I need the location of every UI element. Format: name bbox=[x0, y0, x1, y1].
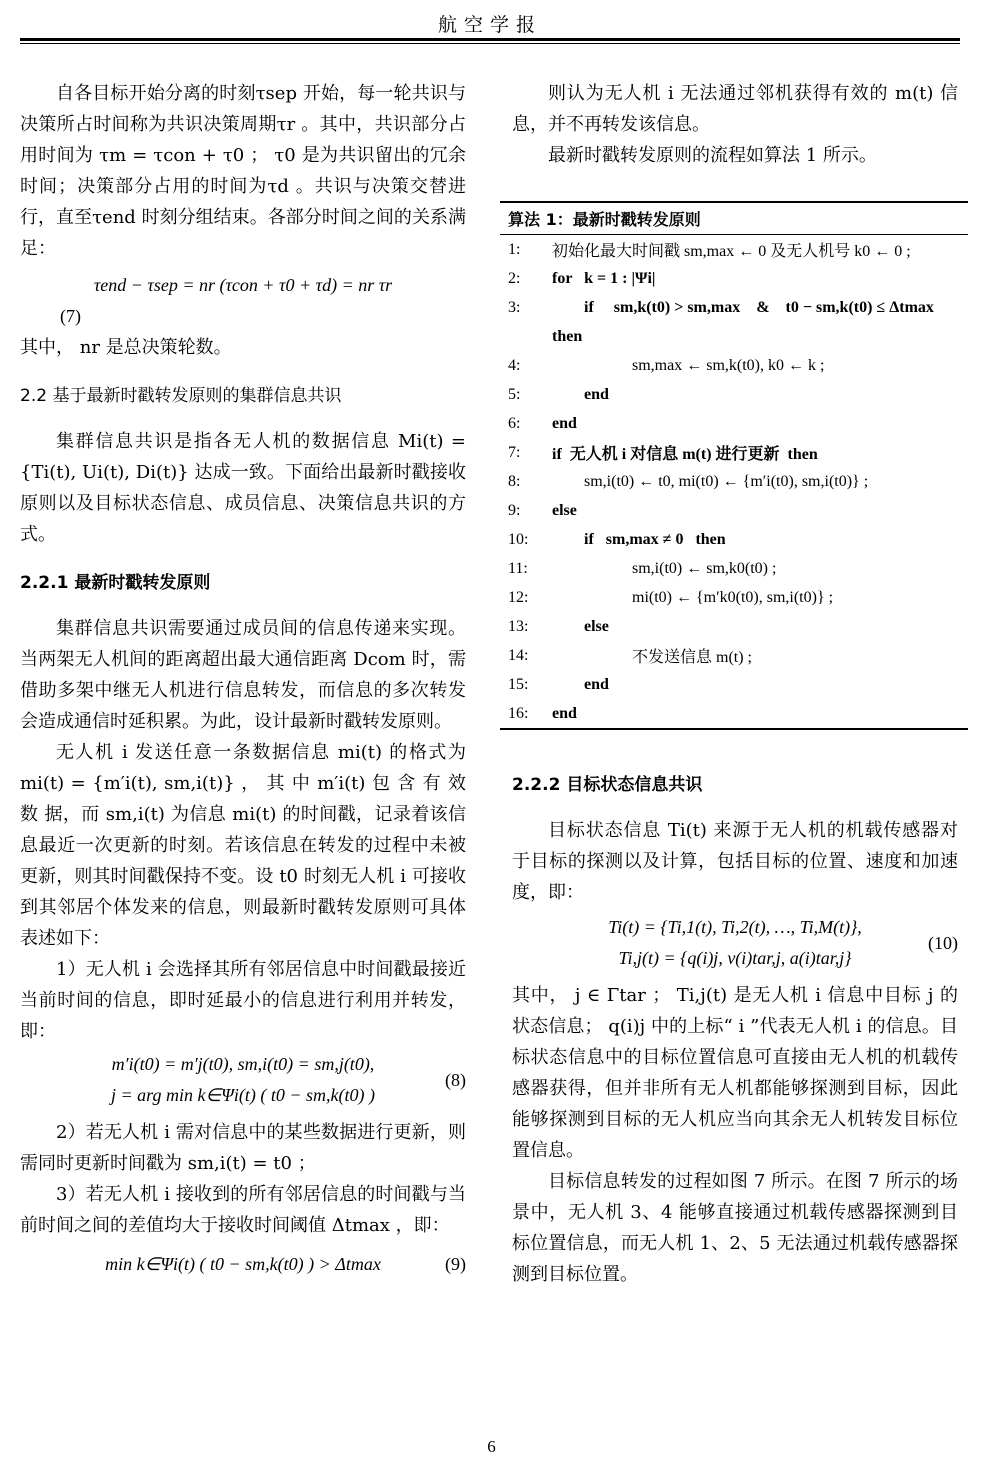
right-para-5: 目标信息转发的过程如图 7 所示。在图 7 所示的场景中，无人机 3、4 能够直接通过机载传感器探测到目标位置信息，而无人机 1、2、5 无法通过机载传感器探测到目标位置。 bbox=[512, 1171, 958, 1285]
header-rule-thin bbox=[20, 43, 960, 44]
algorithm-line-code: end bbox=[552, 414, 577, 432]
algorithm-line-number: 16: bbox=[508, 704, 529, 722]
right-para-3: 目标状态信息 Ti(t) 来源于无人机的机载传感器对于目标的探测以及计算，包括目标的位置、速度和加速度，即： bbox=[512, 820, 958, 903]
equation-10 bbox=[512, 912, 958, 974]
equation-9 bbox=[20, 1249, 466, 1280]
left-para-6: 2）若无人机 i 需对信息中的某些数据进行更新，则需同时更新时间戳为 sm,i(t) = t0 ； bbox=[20, 1122, 466, 1174]
algorithm-line-code: else bbox=[552, 617, 609, 635]
algorithm-line bbox=[500, 583, 968, 612]
algorithm-line bbox=[500, 351, 968, 380]
algorithm-line-code: end bbox=[552, 704, 577, 722]
algorithm-line bbox=[500, 525, 968, 554]
algorithm-line-number: 1: bbox=[508, 240, 521, 258]
algorithm-line-code: for k = 1 : |Ψi| bbox=[552, 269, 656, 287]
algorithm-line-code: else bbox=[552, 501, 577, 519]
section-2-2-1-heading: 2.2.1 最新时戳转发原则 bbox=[20, 573, 211, 593]
algorithm-line bbox=[500, 409, 968, 438]
equation-9-body: min k∈Ψi(t) ( t0 − sm,k(t0) ) > Δtmax bbox=[105, 1254, 381, 1274]
right-column-top bbox=[512, 78, 958, 171]
equation-8-number: (8) bbox=[445, 1070, 466, 1090]
equation-8-line-2: j = arg min k∈Ψi(t) ( t0 − sm,k(t0) ) bbox=[111, 1085, 375, 1105]
equation-9-number: (9) bbox=[445, 1254, 466, 1274]
algorithm-line-number: 10: bbox=[508, 530, 529, 548]
algorithm-line bbox=[500, 641, 968, 670]
right-para-4: 其中， j ∈ Γtar ； Ti,j(t) 是无人机 i 信息中目标 j 的状态信息； q(i)j 中的上标“ i ”代表无人机 i 的信息。目标状态信息中的目标位置信息可直接由无人机的机载传感器获得，但并非所有无人机都能够探测到目标，因此能够探测到目标的无人机应当向其余无人机转发目标位置信息。 bbox=[512, 985, 958, 1161]
equation-8 bbox=[20, 1049, 466, 1111]
algorithm-line-code: sm,i(t0) ← t0, mi(t0) ← {m′i(t0), sm,i(t0)} ; bbox=[552, 472, 869, 490]
algorithm-line bbox=[500, 438, 968, 467]
algorithm-line bbox=[500, 380, 968, 409]
left-after-eq7: 其中， nr 是总决策轮数。 bbox=[20, 337, 232, 358]
algorithm-line-code: 不发送信息 m(t) ; bbox=[552, 649, 752, 666]
left-para-2: 集群信息共识是指各无人机的数据信息 Mi(t) = {Ti(t), Ui(t), Di(t)} 达成一致。下面给出最新时戳接收原则以及目标状态信息、成员信息、决策信息共识的方式。 bbox=[20, 431, 466, 545]
algorithm-line-number: 4: bbox=[508, 356, 521, 374]
page-number: 6 bbox=[487, 1437, 496, 1456]
algorithm-line-code: 初始化最大时间戳 sm,max ← 0 及无人机号 k0 ← 0 ; bbox=[552, 243, 911, 260]
equation-10-number: (10) bbox=[928, 933, 958, 953]
algorithm-line bbox=[500, 496, 968, 525]
algorithm-line bbox=[500, 264, 968, 293]
algorithm-line-number: 13: bbox=[508, 617, 529, 635]
algorithm-line-code: sm,i(t0) ← sm,k0(t0) ; bbox=[552, 559, 777, 577]
journal-header: 航空学报 bbox=[437, 14, 542, 36]
left-para-5: 1）无人机 i 会选择其所有邻居信息中时间戳最接近当前时间的信息，即时延最小的信息进行利用并转发，即： bbox=[20, 959, 466, 1042]
algorithm-line-number: 3: bbox=[508, 298, 521, 316]
algorithm-line-number: 8: bbox=[508, 472, 521, 490]
algorithm-line-number: 6: bbox=[508, 414, 521, 432]
algorithm-1-body bbox=[500, 235, 968, 728]
algorithm-line-number: 2: bbox=[508, 269, 521, 287]
algorithm-line-code: if sm,k(t0) > sm,max & t0 − sm,k(t0) ≤ Δtmax bbox=[552, 298, 934, 316]
algorithm-line-code: sm,max ← sm,k(t0), k0 ← k ; bbox=[552, 356, 825, 374]
algorithm-line-number: 11: bbox=[508, 559, 528, 577]
equation-10-line-2: Ti,j(t) = {q(i)j, v(i)tar,j, a(i)tar,j} bbox=[618, 948, 852, 968]
algorithm-line-code: if 无人机 i 对信息 m(t) 进行更新 then bbox=[552, 446, 818, 463]
algorithm-line-number: 15: bbox=[508, 675, 529, 693]
equation-8-line-1: m′i(t0) = m′j(t0), sm,i(t0) = sm,j(t0), bbox=[111, 1054, 375, 1074]
algorithm-line-number: 5: bbox=[508, 385, 521, 403]
algorithm-line bbox=[500, 670, 968, 699]
algorithm-line-number: 14: bbox=[508, 646, 529, 664]
left-para-4: 无人机 i 发送任意一条数据信息 mi(t) 的格式为 mi(t) = {m′i(t), sm,i(t)} ， 其 中 m′i(t) 包 含 有 效 数 据，而 sm,i(t) 为信息 mi(t) 的时间戳，记录着该信息最近一次更新的时刻。若该信息在转发的过程中未被更新，则其时间戳保持不变。设 t0 时刻无人机 i 可接收到其邻居个体发来的信息，则最新时戳转发原则可具体表述如下： bbox=[20, 742, 466, 949]
algorithm-line bbox=[500, 612, 968, 641]
right-column-bottom bbox=[512, 768, 958, 1290]
algorithm-line-number: 7: bbox=[508, 443, 521, 461]
equation-10-line-1: Ti(t) = {Ti,1(t), Ti,2(t), …, Ti,M(t)}, bbox=[608, 917, 862, 937]
right-para-1: 则认为无人机 i 无法通过邻机获得有效的 m(t) 信息，并不再转发该信息。 bbox=[512, 83, 958, 135]
left-para-3: 集群信息共识需要通过成员间的信息传递来实现。当两架无人机间的距离超出最大通信距离 Dcom 时，需借助多架中继无人机进行信息转发，而信息的多次转发会造成通信时延积累。为此，设计最新时戳转发原则。 bbox=[20, 618, 466, 732]
algorithm-line bbox=[500, 554, 968, 583]
algorithm-line bbox=[500, 467, 968, 496]
algorithm-line bbox=[500, 699, 968, 728]
algorithm-line-number: 9: bbox=[508, 501, 521, 519]
left-para-1: 自各目标开始分离的时刻τsep 开始，每一轮共识与决策所占时间称为共识决策周期τr 。其中，共识部分占用时间为 τm = τcon + τ0 ； τ0 是为共识留出的冗余时间；决策部分占用的时间为τd 。共识与决策交替进行，直至τend 时刻分组结束。各部分时间之间的关系满足： bbox=[20, 83, 466, 259]
algorithm-line bbox=[500, 322, 968, 351]
header-rule-thick bbox=[20, 38, 960, 41]
algorithm-line-number: 12: bbox=[508, 588, 529, 606]
equation-7-number: (7) bbox=[60, 306, 81, 326]
algorithm-line bbox=[500, 293, 968, 322]
equation-7-body: τend − τsep = nr (τcon + τ0 + τd) = nr τr bbox=[93, 275, 393, 295]
right-para-2: 最新时戳转发原则的流程如算法 1 所示。 bbox=[548, 145, 877, 166]
algorithm-1-title: 算法 1：最新时戳转发原则 bbox=[500, 203, 968, 235]
algorithm-line-code: if sm,max ≠ 0 then bbox=[552, 530, 726, 548]
algorithm-line bbox=[500, 235, 968, 264]
algorithm-line-code: mi(t0) ← {m′k0(t0), sm,i(t0)} ; bbox=[552, 588, 834, 606]
algorithm-line-code: end bbox=[552, 675, 609, 693]
algorithm-line-code: end bbox=[552, 385, 609, 403]
left-para-7: 3）若无人机 i 接收到的所有邻居信息的时间戳与当前时间之间的差值均大于接收时间阈值 Δtmax ，即： bbox=[20, 1184, 466, 1236]
equation-7 bbox=[20, 270, 466, 301]
algorithm-1-box bbox=[500, 201, 968, 730]
algorithm-line-code: then bbox=[552, 327, 583, 345]
section-2-2-heading: 2.2 基于最新时戳转发原则的集群信息共识 bbox=[20, 386, 342, 406]
section-2-2-2-heading: 2.2.2 目标状态信息共识 bbox=[512, 775, 703, 795]
left-column bbox=[20, 78, 466, 1280]
